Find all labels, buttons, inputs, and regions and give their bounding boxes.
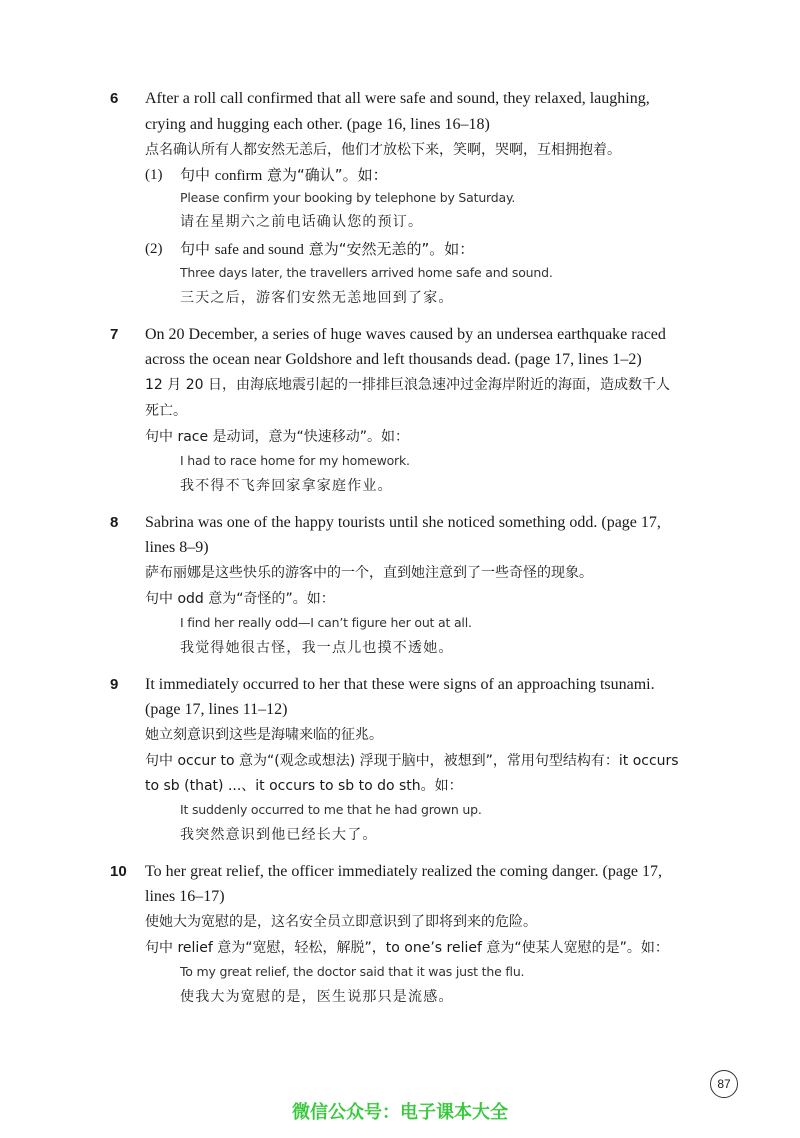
example-translation: 我觉得她很古怪，我一点儿也摸不透她。 (180, 640, 454, 656)
sub-note-term: safe and sound (214, 242, 304, 258)
entry-sentence-line: On 20 December, a series of huge waves caused by an undersea earthquake raced (145, 326, 666, 343)
entry-sentence-line: (page 17, lines 11–12) (145, 701, 288, 718)
entry-translation: 点名确认所有人都安然无恙后，他们才放松下来，笑啊，哭啊，互相拥抱着。 (145, 142, 621, 158)
entry-translation-line: 12 月 20 日，由海底地震引起的一排排巨浪急速冲过金海岸附近的海面，造成数千人 (145, 377, 670, 393)
entry-sentence-line: across the ocean near Goldshore and left thousands dead. (page 17, lines 1–2) (145, 351, 642, 368)
entry-translation: 使她大为宽慰的是，这名安全员立即意识到了即将到来的危险。 (145, 914, 537, 930)
example-sentence: It suddenly occurred to me that he had grown up. (180, 802, 482, 817)
example-translation: 使我大为宽慰的是，医生说那只是流感。 (180, 989, 454, 1005)
entry-sentence-line: Sabrina was one of the happy tourists until she noticed something odd. (page 17, (145, 514, 661, 531)
sub-note-post: 意为“安然无恙的”。如： (303, 240, 475, 258)
example-sentence: I had to race home for my homework. (180, 453, 410, 468)
entry-sentence-line: To her great relief, the officer immediately realized the coming danger. (page 17, (145, 863, 663, 880)
entry-note: 句中 relief 意为“宽慰，轻松，解脱”，to one’s relief 意为“使某人宽慰的是”。如： (145, 940, 669, 956)
entry-sentence-line: After a roll call confirmed that all were safe and sound, they relaxed, laughing, (145, 90, 650, 107)
example-sentence: Please confirm your booking by telephone by Saturday. (180, 190, 516, 205)
entry-sentence-line: It immediately occurred to her that these were signs of an approaching tsunami. (145, 676, 655, 693)
entry-number: 9 (110, 676, 119, 693)
example-sentence: I find her really odd—I can’t figure her out at all. (180, 615, 472, 630)
entry-translation: 萨布丽娜是这些快乐的游客中的一个，直到她注意到了一些奇怪的现象。 (145, 565, 593, 581)
sub-note-post: 意为“确认”。如： (262, 166, 388, 184)
sub-note (180, 163, 388, 188)
entry-number: 7 (110, 326, 119, 343)
entry-translation-line: 死亡。 (145, 403, 187, 419)
page-number: 87 (710, 1070, 738, 1098)
sub-note-term: confirm (214, 168, 263, 184)
entry-number: 10 (110, 863, 127, 880)
sub-note (180, 237, 474, 262)
sub-note-pre: 句中 (180, 166, 215, 184)
example-translation: 我不得不飞奔回家拿家庭作业。 (180, 478, 393, 494)
example-sentence: Three days later, the travellers arrived home safe and sound. (180, 265, 553, 280)
sub-index: (1) (145, 167, 163, 183)
example-translation: 三天之后，游客们安然无恙地回到了家。 (180, 290, 454, 306)
sub-index: (2) (145, 241, 163, 257)
entry-number: 6 (110, 90, 119, 107)
entry-note: 句中 odd 意为“奇怪的”。如： (145, 591, 335, 607)
example-translation: 请在星期六之前电话确认您的预订。 (180, 214, 424, 230)
entry-note-line: to sb (that) ...、it occurs to sb to do sth。如： (145, 778, 463, 794)
entry-note: 句中 race 是动词，意为“快速移动”。如： (145, 429, 410, 445)
entry-sentence-line: crying and hugging each other. (page 16, lines 16–18) (145, 116, 490, 133)
sub-note-pre: 句中 (180, 240, 215, 258)
watermark-text: 微信公众号：电子课本大全 (292, 1102, 508, 1123)
entry-sentence-line: lines 8–9) (145, 539, 209, 556)
example-sentence: To my great relief, the doctor said that it was just the flu. (180, 964, 525, 979)
entry-translation: 她立刻意识到这些是海啸来临的征兆。 (145, 727, 383, 743)
entry-number: 8 (110, 514, 119, 531)
entry-sentence-line: lines 16–17) (145, 888, 225, 905)
entry-note-line: 句中 occur to 意为“(观念或想法) 浮现于脑中，被想到”，常用句型结构有：it occurs (145, 753, 679, 769)
example-translation: 我突然意识到他已经长大了。 (180, 827, 378, 843)
